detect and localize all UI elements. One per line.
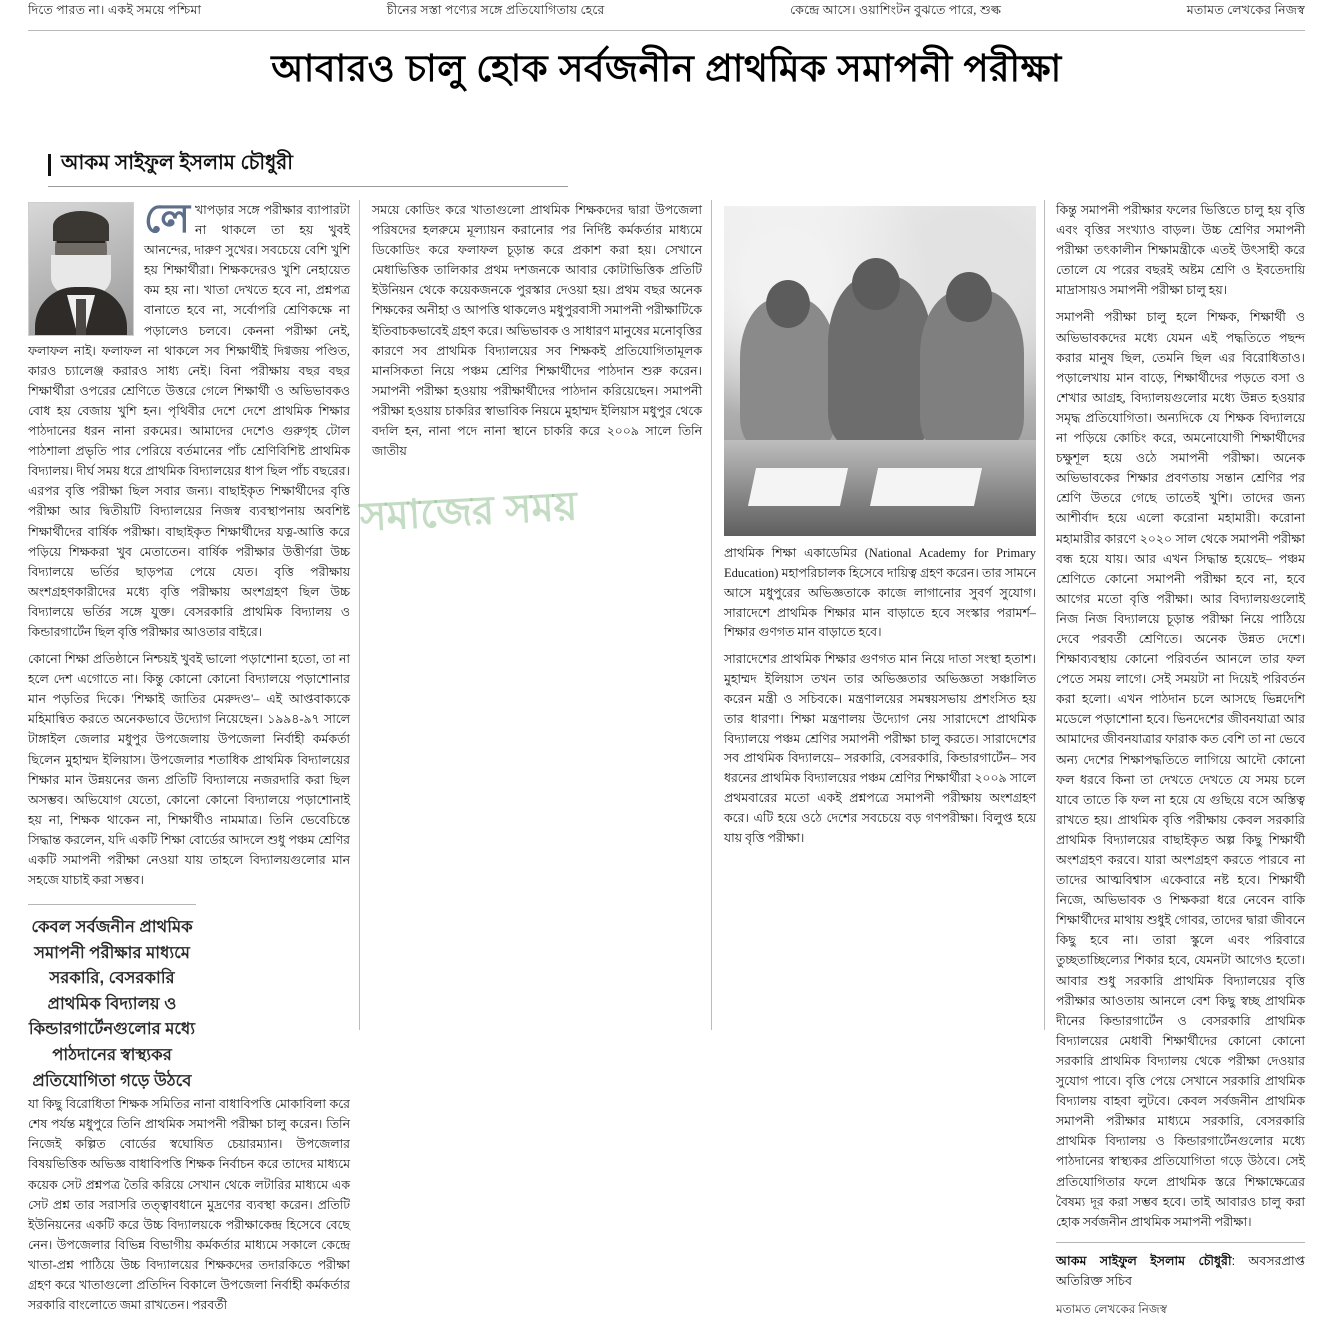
paragraph: কিন্তু সমাপনী পরীক্ষার ফলের ভিত্তিতে চালু হয় বৃত্তি এবং বৃত্তির সংখ্যাও বাড়ল। উচ্চ শ্রেণির সমাপনী পরীক্ষা তৎকালীন শিক্ষামন্ত্রীকে এতই উৎসাহী করে তোলে যে পরের বছরই অষ্টম শ্রেণি ও ইবতেদায়ি মাদ্রাসায়ও সমাপনী পরীক্ষা চালু হয়।: [1056, 203, 1305, 298]
paragraph: প্রাথমিক শিক্ষা একাডেমির (National Academy for Primary Education) মহাপরিচালক হিসেবে দায়িত্ব গ্রহণ করেন। তার সামনে আসে মধুপুরের অভিজ্ঞতাকে কাজে লাগানোর সুবর্ণ সুযোগ। সারাদেশে প্রাথমিক শিক্ষার মান বাড়াতে হবে সংস্কার পরামর্শ– শিক্ষার গুণগত মান বাড়াতে হবে।: [724, 546, 1036, 640]
author-photo-tie: [76, 299, 86, 335]
paragraph-text: খাপড়ার সঙ্গে পরীক্ষার ব্যাপারটা না থাকলে তা হয় খুবই আনন্দের, দারুণ সুখের। সবচেয়ে বেশি খুশি হয় শিক্ষার্থীরা। শিক্ষকদেরও খুশি নেহায়েত কম হয় না। খাতা দেখতে হবে না, প্রশ্নপত্র বানাতে হবে না, সর্বোপরি শ্রেণিকক্ষে না পড়ালেও চলবে। কেননা পরীক্ষা নেই, ফলাফল নাই। ফলাফল না থাকলে সব শিক্ষার্থীই দিগ্বজয় পণ্ডিত, কারও চ্যালেঞ্জ করারও সাধ্য নেই। বিনা পরীক্ষায় বছর বছর শিক্ষার্থীরা ওপরের শ্রেণিতে উত্তরে গেলে শিক্ষার্থী ও অভিভাবকও বোধ হয় বেজায় খুশি হন। পৃথিবীর দেশে দেশে প্রাথমিক শিক্ষার পাঠদানের ধরন নানা রকমের। আমাদের দেশেও গুরুগৃহ টোল পাঠশালা প্রভৃতি পার পেরিয়ে বর্তমানের পাঁচ শ্রেণিবিশিষ্ট প্রাথমিক বিদ্যালয়। দীর্ঘ সময় ধরে প্রাথমিক বিদ্যালয়ের ধাপ ছিল পাঁচ বছরের। এরপর বৃত্তি পরীক্ষা ছিল সবার জন্য। বাছাইকৃত শিক্ষার্থীদের বৃত্তি পরীক্ষা আর দ্বিতীয়টি বিদ্যালয়ের নিজস্ব ব্যবস্থাপনায় অবশিষ্ট শিক্ষার্থীদের বার্ষিক পরীক্ষা। বাছাইকৃত শিক্ষার্থীদের যত্ন-আত্তি করে পড়িয়ে শিক্ষকরা খুব মেতাতেন। বার্ষিক পরীক্ষার উত্তীর্ণরা উচ্চ বিদ্যালয়ে ভর্তির ছাড়পত্র পেয়ে যেত। বৃত্তি পরীক্ষায় অংশগ্রহণকারীদের মধ্যে বৃত্তি পরীক্ষায় অংশগ্রহণ ছিল উচ্চ বিদ্যালয়ে ভর্তির সঙ্গে যুক্ত। বেসরকারি প্রাথমিক বিদ্যালয় ও কিন্ডারগার্টেন ছিল বৃত্তি পরীক্ষার আওতার বাইরে।: [28, 203, 350, 639]
drop-cap: লে: [144, 197, 191, 241]
author-photo-hair: [53, 211, 109, 241]
column-divider-3: [1044, 200, 1045, 1030]
watermark: সমাজের সময়: [358, 484, 579, 540]
byline-divider: [48, 186, 568, 187]
classroom-photo: [724, 206, 1036, 536]
byline: [48, 148, 528, 181]
column-divider-2: [711, 200, 712, 1030]
top-strip-fragment-1: দিতে পারত না। একই সময়ে পশ্চিমা: [28, 3, 202, 17]
author-photo: [28, 202, 134, 336]
byline-bar-icon: [48, 154, 51, 176]
column-1: [28, 197, 350, 1313]
photo-caption-area: [724, 544, 1036, 849]
paragraph: সময়ে কোডিং করে খাতাগুলো প্রাথমিক শিক্ষকদের দ্বারা উপজেলা পরিষদের হলরুমে মূল্যায়ন করানোর পর নির্দিষ্ট কর্মকর্তার মাধ্যমে ডিকোডিং করে ফলাফল চূড়ান্ত করে প্রকাশ করা হয়। সেখানে মেধাভিত্তিক তালিকার প্রথম দশজনকে আবার কোটাভিত্তিক প্রতিটি ইউনিয়ন থেকে কয়েকজনকে পুরস্কার দেওয়া হয়। প্রথম বছর অনেক শিক্ষকের অনীহা ও আপত্তি থাকলেও মধুপুরবাসী সমাপনী পরীক্ষাটিকে ইতিবাচকভাবেই গ্রহণ করে। অভিভাবক ও সাধারণ মানুষের মনোবৃত্তির কারণে সব প্রাথমিক বিদ্যালয়ের সব শিক্ষকই প্রতিযোগিতামূলক মানসিকতা নিয়ে পঞ্চম শ্রেণির শিক্ষার্থীদের পাঠদান শুরু করেন। সমাপনী পরীক্ষা হওয়ায় পরীক্ষার্থীদের পাঠদান করিয়েছেন। সমাপনী পরীক্ষা হওয়ায় চাকরির স্বাভাবিক নিয়মে মুহাম্মদ ইলিয়াস মধুপুর থেকে বদলি হন, নানা পদে নানা স্থানে চাকরি করে ২০০৯ সালে তিনি জাতীয়: [372, 203, 702, 459]
author-signature: [1056, 1242, 1305, 1292]
paragraph: কোনো শিক্ষা প্রতিষ্ঠানে নিশ্চয়ই খুবই ভালো পড়াশোনা হতো, তা না হলে দেশ এগোতে না। কিন্তু কোনো কোনো বিদ্যালয়ে পড়াশোনার মান পড়তির দিকে। 'শিক্ষাই জাতির মেরুদণ্ড'– এই আপ্তবাক্যকে মহিমান্বিত করতে অনেকভাবে উদ্যোগ নিয়েছেন। ১৯৯৪-৯৭ সালে টাঙ্গাইল জেলার মধুপুর উপজেলায় উপজেলা নির্বাহী কর্মকর্তা ছিলেন মুহাম্মদ ইলিয়াস। উপজেলার শতাধিক প্রাথমিক বিদ্যালয়ের শিক্ষার মান উন্নয়নের জন্য প্রতিটি বিদ্যালয়ে নজরদারি করা ছিল অসম্ভব। অভিযোগ যেতো, কোনো কোনো বিদ্যালয়ে পড়াশোনাই হয় না, শিক্ষক থাকেন না, শিক্ষার্থীও নামমাত্র। তিনি ভেবেচিন্তে সিদ্ধান্ত করলেন, যদি একটি শিক্ষা বোর্ডের আদলে শুধু পঞ্চম শ্রেণির একটি সমাপনী পরীক্ষা নেওয়া যায় তাহলে বিদ্যালয়গুলোর মান সহজে যাচাই করা সম্ভব।: [28, 652, 350, 888]
column-3: [724, 200, 1036, 1040]
column-2: [372, 200, 702, 1040]
top-strip: [28, 0, 1305, 31]
paragraph: সমাপনী পরীক্ষা চালু হলে শিক্ষক, শিক্ষার্থী ও অভিভাবকদের মধ্যে যেমন এই পদ্ধতিতে পছন্দ করার মানুষ ছিল, তেমনি ছিল এর বিরোধিতাও। পড়ালেখায় মান বাড়ে, শিক্ষার্থীদের পড়তে বসা ও শেখার আগ্রহ, বিদ্যালয়গুলোর মধ্যে উন্নত হওয়ার সমৃদ্ধ প্রতিযোগিতা। অন্যদিকে যে শিক্ষক বিদ্যালয়ে না পড়িয়ে কোচিং করে, অমনোযোগী শিক্ষার্থীদের চক্ষুশূল হয়ে ওঠে সমাপনী পরীক্ষা। অনেক অভিভাবকের শিক্ষার প্রবণতায় সন্তান শ্রেণির পর শ্রেণি উতরে গেছে তাতেই খুশি। তাদের জন্য আশীর্বাদ হয়ে এলো করোনা মহামারী। করোনা মহামারীর কারণে ২০২০ সাল থেকে সমাপনী পরীক্ষা বন্ধ হয়ে যায়। আর এখন সিদ্ধান্ত হয়েছে– পঞ্চম শ্রেণিতে কোনো সমাপনী পরীক্ষা হবে না, হবে আগের মতো বৃত্তি পরীক্ষা। আর বিদ্যালয়গুলোই নিজ নিজ বিদ্যালয়ে চূড়ান্ত পরীক্ষা নিয়ে পাঠিয়ে দেবে পরবর্তী শ্রেণিতে। অনেক উন্নত দেশে। শিক্ষাব্যবস্থায় কোনো পরিবর্তন আনলে তার ফল পেতে সময় লাগে। সেই সময়টা না দিয়েই পরিবর্তন করা হলো। এখন পাঠদান চলে আসছে ভিন্নদেশি মডেলে পড়াশোনা হবে। ভিনদেশের জীবনযাত্রা আর আমাদের জীবনযাত্রার ফারাক কত বেশি তা না ভেবে অন্য দেশের শিক্ষাপদ্ধতিতে লাগিয়ে আদৌ কোনো ফল ধরবে কিনা তা দেখতে দেখতে যে সময় চলে যাবে তাতে কি ফল না হয়ে যে গুছিয়ে বসে অস্তিত্ব রাখতে হয়। প্রাথমিক বৃত্তি পরীক্ষায় কেবল সরকারি প্রাথমিক বিদ্যালয়ের বাছাইকৃত অল্প কিছু শিক্ষার্থী অংশগ্রহণ করবে। যারা অংশগ্রহণ করতে পারবে না তাদের আত্মবিশ্বাস একেবারে নষ্ট হবে। শিক্ষার্থী নিজে, অভিভাবক ও শিক্ষকরা ধরে নেবেন বাকি শিক্ষার্থীদের মাথায় শুধুই গোবর, তাদের দ্বারা জীবনে কিছু হবে না। তারা স্কুলে এবং পরিবারে তুচ্ছতাচ্ছিল্যের শিকার হবে, যেমনটা আগেও হতো। আবার শুধু সরকারি প্রাথমিক বিদ্যালয়ের বৃত্তি পরীক্ষার আওতায় আনলে বেশ কিছু স্বচ্ছ প্রাথমিক দীনের কিন্ডারগার্টেন ও বেসরকারি প্রাথমিক বিদ্যালয়ের মেধাবী শিক্ষার্থীদের কোনো কোনো সরকারি প্রাথমিক বিদ্যালয় থেকে পরীক্ষা দেওয়ার সুযোগ পাবে। বৃত্তি পেয়ে সেখানে সরকারি প্রাথমিক বিদ্যালয় বাহবা লুটবে। কেবল সর্বজনীন প্রাথমিক সমাপনী পরীক্ষার মাধ্যমে সরকারি, বেসরকারি প্রাথমিক বিদ্যালয় ও কিন্ডারগার্টেনগুলোর মধ্যে পাঠদানের স্বাস্থ্যকর প্রতিযোগিতা গড়ে উঠবে। সেই প্রতিযোগিতার ফলে প্রাথমিক স্তরে শিক্ষাক্ষেত্রের বৈষম্য দূর করা সম্ভব হবে। তাই আবারও চালু করা হোক সর্বজনীন প্রাথমিক সমাপনী পরীক্ষা।: [1056, 310, 1305, 1229]
photo-student-head: [852, 258, 900, 310]
signature-name: আকম সাইফুল ইসলাম চৌধুরী: [1056, 1253, 1232, 1268]
photo-answer-sheet: [870, 468, 982, 506]
signature-role: : অবসরপ্রাপ্ত অতিরিক্ত সচিব: [1056, 1253, 1305, 1289]
photo-student-head: [946, 272, 992, 322]
column-divider-1: [359, 200, 360, 1030]
top-strip-fragment-3: কেন্দ্রে আসে। ওয়াশিংটন বুঝতে পারে, শুল্ক: [790, 3, 1002, 17]
pull-quote: কেবল সর্বজনীন প্রাথমিক সমাপনী পরীক্ষার মাধ্যমে সরকারি, বেসরকারি প্রাথমিক বিদ্যালয় ও কিন্ডারগার্টেনগুলোর মধ্যে পাঠদানের স্বাস্থ্যকর প্রতিযোগিতা গড়ে উঠবে: [28, 904, 196, 1094]
opinion-disclaimer: মতামত লেখকের নিজস্ব: [1056, 1301, 1167, 1316]
paragraph: সারাদেশের প্রাথমিক শিক্ষার গুণগত মান নিয়ে দাতা সংস্থা হতাশ। মুহাম্মদ ইলিয়াস তখন তার অভিজ্ঞতার অভিজ্ঞতা সঞ্চালিত করেন মন্ত্রী ও সচিবকে। মন্ত্রণালয়ের সমন্বয়সভায় প্রশংসিত হয় তার ধারণা। শিক্ষা মন্ত্রণালয় উদ্যোগ নেয় সারাদেশে প্রাথমিক বিদ্যালয়ে পঞ্চম শ্রেণির সমাপনী পরীক্ষা চালু করতে। সারাদেশের সব প্রাথমিক বিদ্যালয়ে– সরকারি, বেসরকারি, কিন্ডারগার্টেন– সব ধরনের প্রাথমিক বিদ্যালয়ের পঞ্চম শ্রেণির শিক্ষার্থীরা ২০০৯ সালে প্রথমবারের মতো একই প্রশ্নপত্রে সমাপনী পরীক্ষায় অংশগ্রহণ করে। এটি হয়ে ওঠে দেশের সবচেয়ে বড় গণপরীক্ষা। বিলুপ্ত হয়ে যায় বৃত্তি পরীক্ষা।: [724, 652, 1036, 845]
page-title: আবারও চালু হোক সর্বজনীন প্রাথমিক সমাপনী পরীক্ষা: [271, 48, 1062, 89]
byline-author: আকম সাইফুল ইসলাম চৌধুরী: [61, 152, 294, 174]
column-4: [1056, 200, 1305, 1316]
glasses-icon: [57, 241, 105, 254]
top-strip-fragment-2: চীনের সস্তা পণ্যের সঙ্গে প্রতিযোগিতায় হেরে: [386, 3, 605, 17]
photo-student-head: [766, 280, 810, 328]
top-strip-fragment-4: মতামত লেখকের নিজস্ব: [1186, 3, 1305, 17]
paragraph: যা কিছু বিরোধিতা শিক্ষক সমিতির নানা বাধাবিপত্তি মোকাবিলা করে শেষ পর্যন্ত মধুপুরে তিনি প্রাথমিক সমাপনী পরীক্ষা চালু করেন। তিনি নিজেই কল্পিত বোর্ডের স্বঘোষিত চেয়ারম্যান। উপজেলার বিষয়ভিত্তিক অভিজ্ঞ বাধাবিপত্তি শিক্ষক নির্বাচন করে তাদের মাধ্যমে কয়েক সেট প্রশ্নপত্র তৈরি করিয়ে সেখান থেকে লটারির মাধ্যমে এক সেট প্রশ্ন তার সরাসরি তত্ত্বাবধানে মুদ্রণের ব্যবস্থা করেন। প্রতিটি ইউনিয়নের একটি করে উচ্চ বিদ্যালয়কে পরীক্ষাকেন্দ্র হিসেবে বেছে নেন। উপজেলার বিভিন্ন বিভাগীয় কর্মকর্তার মাধ্যমে সকালে কেন্দ্রে খাতা-প্রশ্ন পাঠিয়ে উচ্চ বিদ্যালয়ের শিক্ষকদের তদারকিতে পরীক্ষা গ্রহণ করে খাতাগুলো প্রতিদিন বিকালে উপজেলা নির্বাহী কর্মকর্তার সরকারি বাংলোতে জমা রাখতেন। পরবর্তী: [28, 1097, 350, 1313]
photo-answer-sheet: [748, 468, 848, 506]
